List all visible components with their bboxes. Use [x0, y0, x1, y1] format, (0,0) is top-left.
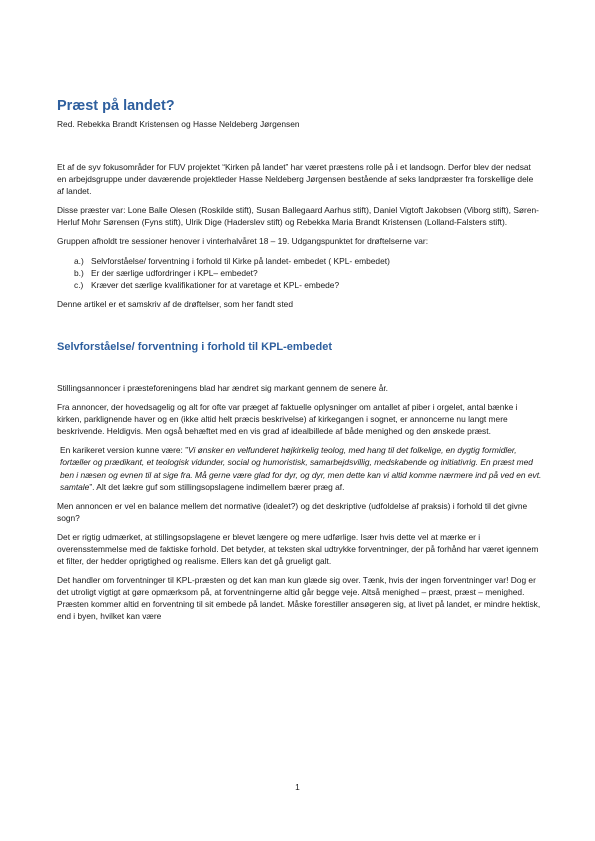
page-number: 1 [295, 782, 300, 792]
list-item-text: Selvforståelse/ forventning i forhold til Kirke på landet- embedet ( KPL- embedet) [91, 255, 390, 266]
body-paragraph: Stillingsannoncer i præsteforeningens blad har ændret sig markant gennem de senere år. [57, 382, 389, 393]
quote-lead-in: En karikeret version kunne være: ” [60, 445, 189, 456]
page-content [57, 97, 542, 630]
body-paragraph: Det er rigtig udmærket, at stillingsopslagene er blevet længere og mere udførlige. Især hvis dette vel at mærke er i overensstemmelse med de faktiske forhold. Det betyder, at teksten skal udtrykke forventninger, der på forhånd har været igennem et filter, der hedder oprigtighed og realisme. Ellers kan det gå grueligt galt. [57, 531, 539, 567]
intro-paragraph: Et af de syv fokusområder for FUV projektet “Kirken på landet” har været præstens rolle på i et landsogn. Derfor blev der nedsat en arbejdsgruppe under daværende projektleder Hasse Neldeberg Jørgensen bestående af seks landpræster fra forskellige dele af landet. [57, 162, 534, 197]
list-item-letter: c.) [74, 279, 84, 290]
intro-closing: Denne artikel er et samskriv af de drøftelser, som her fandt sted [57, 298, 293, 309]
question-list [57, 255, 542, 291]
list-item-text: Er der særlige udfordringer i KPL– embedet? [91, 267, 258, 278]
list-item [57, 267, 542, 279]
body-paragraph: Det handler om forventninger til KPL-præsten og det kan man kun glæde sig over. Tænk, hvis der ingen forventninger var! Dog er det utroligt vigtigt at gøre opmærksom på, at forventningerne altid går begge veje. Altså menighed – præst, præst – menighed. Præsten kommer altid en forventning til sit embede på landet. Måske forestiller ansøgeren sig, at livet på landet, er mindre hektisk, end i byen, hvilket kan være [57, 575, 541, 622]
list-item [57, 255, 542, 267]
quote-follow-up: ”. Alt det lækre guf som stillingsopslagene indimellem bærer præg af. [89, 481, 345, 492]
quote-paragraph [57, 444, 542, 492]
section-heading: Selvforståelse/ forventning i forhold til KPL-embedet [57, 340, 333, 353]
list-item-letter: a.) [74, 255, 84, 266]
intro-paragraph: Gruppen afholdt tre sessioner henover i vinterhalvåret 18 – 19. Udgangspunktet for drøftelserne var: [57, 236, 429, 247]
document-title: Præst på landet? [57, 98, 175, 114]
list-item-letter: b.) [74, 267, 84, 278]
quote-text: Vi ønsker en velfunderet højkirkelig teolog, med hang til det folkelige, en dygtig formidler, fortæller og prædikant, et teologisk vidunder, social og humoristisk, samarbejdsvillig, medskabende og initiativrig. En præst med ben i næsen og evnen til at sige fra. Må gerne være glad for dyr, og dyr, men dette kan vi altid komme nærmere ind på ved en evt. samtale [60, 445, 542, 492]
list-item-text: Kræver det særlige kvalifikationer for at varetage et KPL- embede? [91, 279, 340, 290]
intro-paragraph: Disse præster var: Lone Balle Olesen (Roskilde stift), Susan Ballegaard Aarhus stift), Daniel Vigtoft Jakobsen (Viborg stift), Søren- Herluf Mohr Sørensen (Fyns stift), Ulrik Dige (Haderslev stift) og Rebekka Maria Brandt Kristensen (Lolland-Falsters stift). [57, 205, 539, 228]
document-subtitle: Red. Rebekka Brandt Kristensen og Hasse Neldeberg Jørgensen [57, 119, 300, 129]
body-paragraph: Fra annoncer, der hovedsagelig og alt for ofte var præget af faktuelle oplysninger om antallet af piber i orgelet, antal bænke i kirken, parklignende haver og en (ikke altid helt præcis beskrivelse) af kirkegangen i sognet, er annoncerne nu langt mere beskrivende. Heldigvis. Men også behæftet med en vis grad af idealbillede af både menighed og den ønskede præst. [57, 402, 518, 437]
list-item [57, 279, 542, 291]
body-paragraph: Men annoncen er vel en balance mellem det normative (idealet?) og det deskriptive (udfoldelse af praksis) i forhold til det givne sogn? [57, 500, 528, 523]
